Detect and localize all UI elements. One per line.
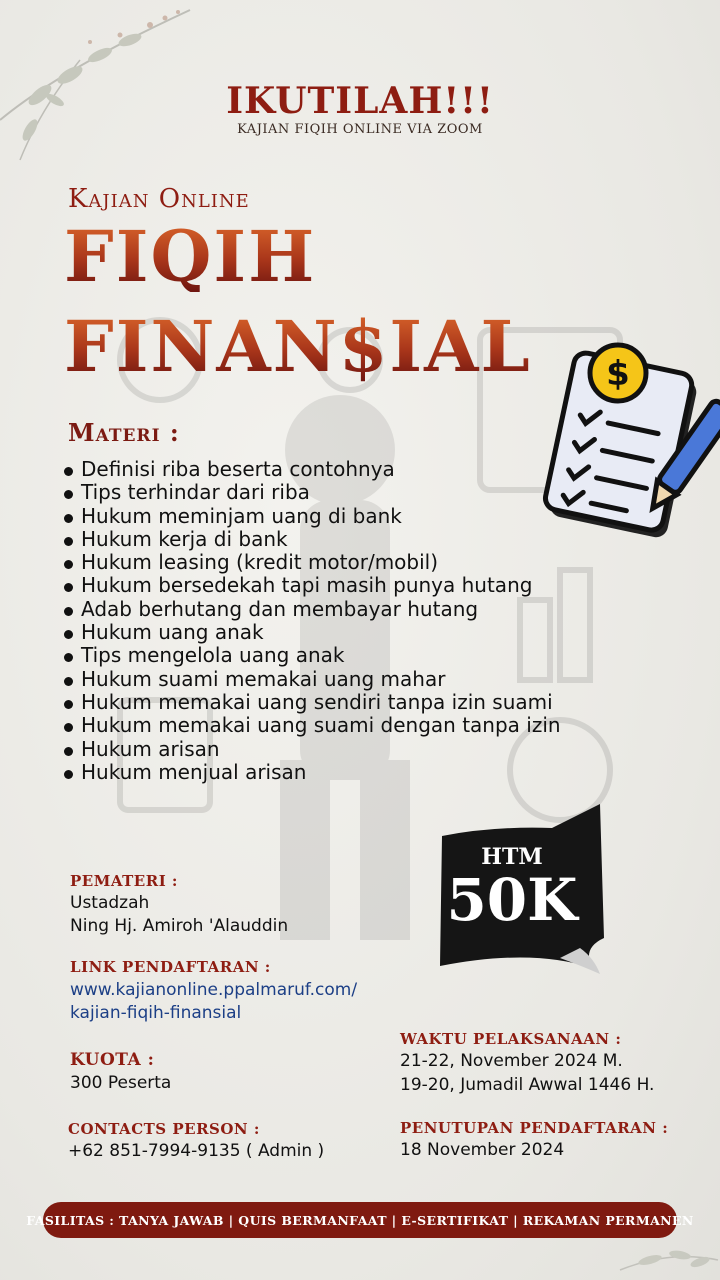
kuota-value: 300 Peserta: [70, 1073, 172, 1093]
list-item: Hukum kerja di bank: [62, 528, 562, 551]
waktu-gregorian: 21-22, November 2024 M.: [400, 1051, 623, 1071]
facilities-text: FASILITAS : TANYA JAWAB | QUIS BERMANFAAT | E-SERTIFIKAT | REKAMAN PERMANEN: [26, 1212, 694, 1228]
list-item: Hukum meminjam uang di bank: [62, 505, 562, 528]
list-item: Hukum leasing (kredit motor/mobil): [62, 551, 562, 574]
list-item: Definisi riba beserta contohnya: [62, 458, 562, 481]
pemateri-line1: Ustadzah: [70, 893, 150, 913]
registration-link-line1[interactable]: www.kajianonline.ppalmaruf.com/: [70, 980, 358, 1000]
list-item: Adab berhutang dan membayar hutang: [62, 598, 562, 621]
penutupan-date: 18 November 2024: [400, 1140, 565, 1160]
list-item: Tips mengelola uang anak: [62, 644, 562, 667]
materi-list: [62, 458, 562, 784]
dollar-coin-icon: [590, 345, 646, 401]
materi-heading: Materi :: [68, 418, 180, 447]
waktu-hijri: 19-20, Jumadil Awwal 1446 H.: [400, 1075, 655, 1095]
event-title-line1: FIQIH: [64, 215, 317, 298]
list-item: Tips terhindar dari riba: [62, 481, 562, 504]
pendaftaran-label: LINK PENDAFTARAN :: [70, 958, 271, 976]
header-subtitle: KAJIAN FIQIH ONLINE VIA ZOOM: [237, 122, 483, 137]
pemateri-name: Ning Hj. Amiroh 'Alauddin: [70, 916, 289, 936]
kuota-label: KUOTA :: [70, 1050, 155, 1070]
contact-label: CONTACTS PERSON :: [68, 1120, 260, 1138]
svg-text:$: $: [606, 354, 630, 394]
list-item: Hukum memakai uang sendiri tanpa izin suami: [62, 691, 562, 714]
waktu-label: WAKTU PELAKSANAAN :: [400, 1030, 622, 1048]
event-title-line2: FINAN$IAL: [64, 305, 532, 388]
pemateri-label: PEMATERI :: [70, 872, 178, 890]
header-title: IKUTILAH!!!: [226, 80, 494, 122]
list-item: Hukum menjual arisan: [62, 761, 562, 784]
facilities-bar: [26, 1202, 694, 1238]
list-item: Hukum memakai uang suami dengan tanpa izin: [62, 714, 562, 737]
list-item: Hukum bersedekah tapi masih punya hutang: [62, 574, 562, 597]
list-item: Hukum uang anak: [62, 621, 562, 644]
list-item: Hukum suami memakai uang mahar: [62, 668, 562, 691]
event-kicker: Kajian Online: [68, 184, 250, 214]
htm-price: 50K: [446, 866, 578, 934]
htm-label: HTM: [481, 844, 543, 870]
contact-phone: +62 851-7994-9135 ( Admin ): [68, 1141, 325, 1161]
penutupan-label: PENUTUPAN PENDAFTARAN :: [400, 1119, 669, 1137]
list-item: Hukum arisan: [62, 738, 562, 761]
registration-link-line2[interactable]: kajian-fiqih-finansial: [70, 1003, 242, 1023]
